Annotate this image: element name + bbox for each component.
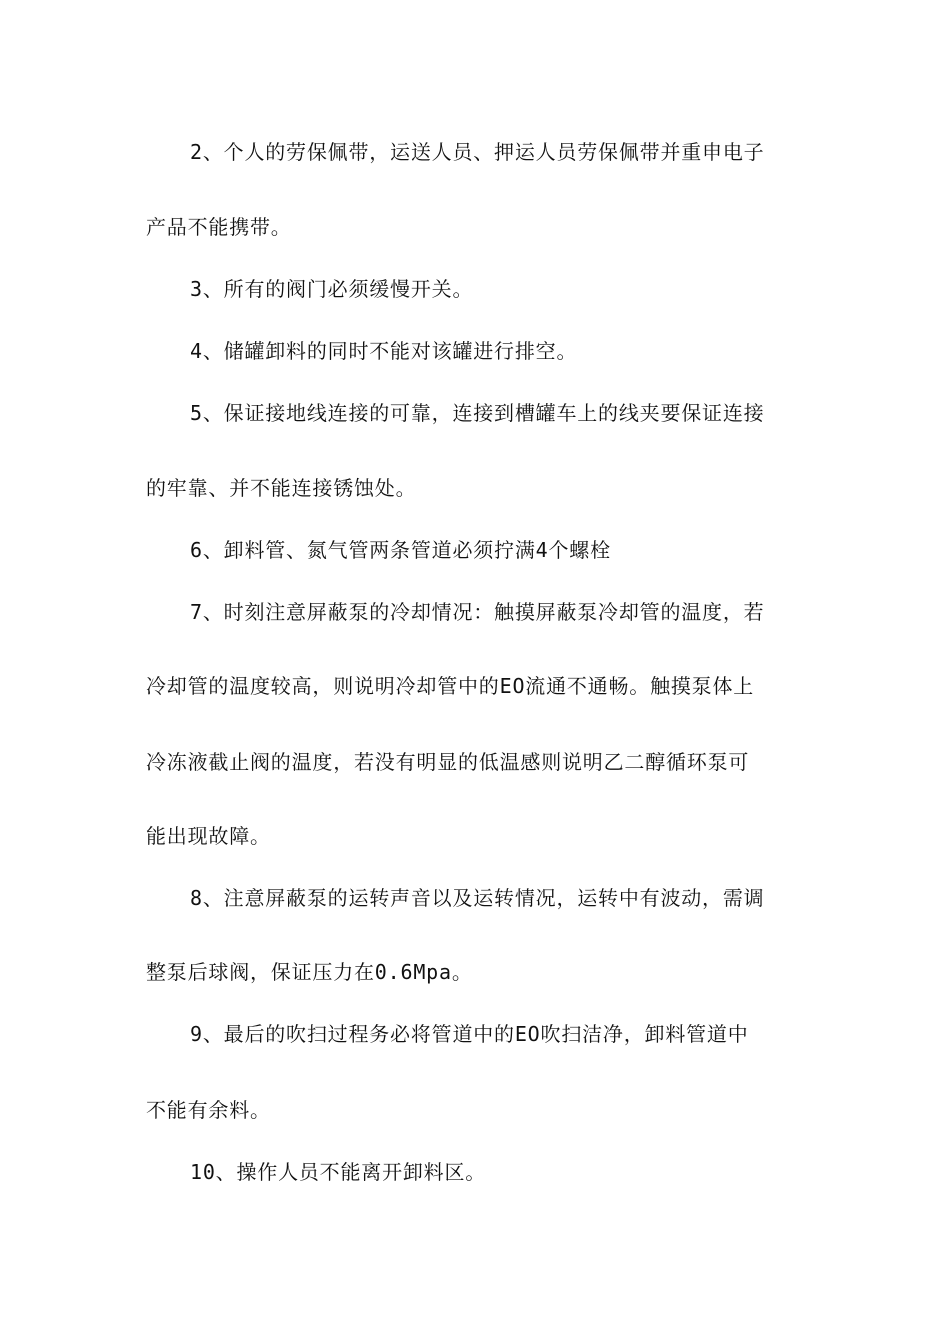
item-9-line-2: 不能有余料。 [146, 1098, 271, 1122]
item-9-line-1: 9、最后的吹扫过程务必将管道中的EO吹扫洁净，卸料管道中 [190, 1022, 749, 1046]
item-7-line-4: 能出现故障。 [146, 824, 271, 848]
item-6-line-1: 6、卸料管、氮气管两条管道必须拧满4个螺栓 [190, 538, 611, 562]
item-8-line-2: 整泵后球阀，保证压力在0.6Mpa。 [146, 960, 473, 984]
item-7-line-1: 7、时刻注意屏蔽泵的冷却情况：触摸屏蔽泵冷却管的温度，若 [190, 600, 765, 624]
item-10-line-1: 10、操作人员不能离开卸料区。 [190, 1160, 487, 1184]
item-5-line-1: 5、保证接地线连接的可靠，连接到槽罐车上的线夹要保证连接 [190, 401, 765, 425]
item-8-line-1: 8、注意屏蔽泵的运转声音以及运转情况，运转中有波动，需调 [190, 886, 765, 910]
item-4-line-1: 4、储罐卸料的同时不能对该罐进行排空。 [190, 339, 578, 363]
item-5-line-2: 的牢靠、并不能连接锈蚀处。 [146, 476, 417, 500]
item-7-line-2: 冷却管的温度较高，则说明冷却管中的EO流通不通畅。触摸泵体上 [146, 674, 755, 698]
item-2-line-1: 2、个人的劳保佩带，运送人员、押运人员劳保佩带并重申电子 [190, 140, 765, 164]
item-2-line-2: 产品不能携带。 [146, 215, 292, 239]
item-7-line-3: 冷冻液截止阀的温度，若没有明显的低温感则说明乙二醇循环泵可 [146, 750, 750, 774]
item-3-line-1: 3、所有的阀门必须缓慢开关。 [190, 277, 474, 301]
